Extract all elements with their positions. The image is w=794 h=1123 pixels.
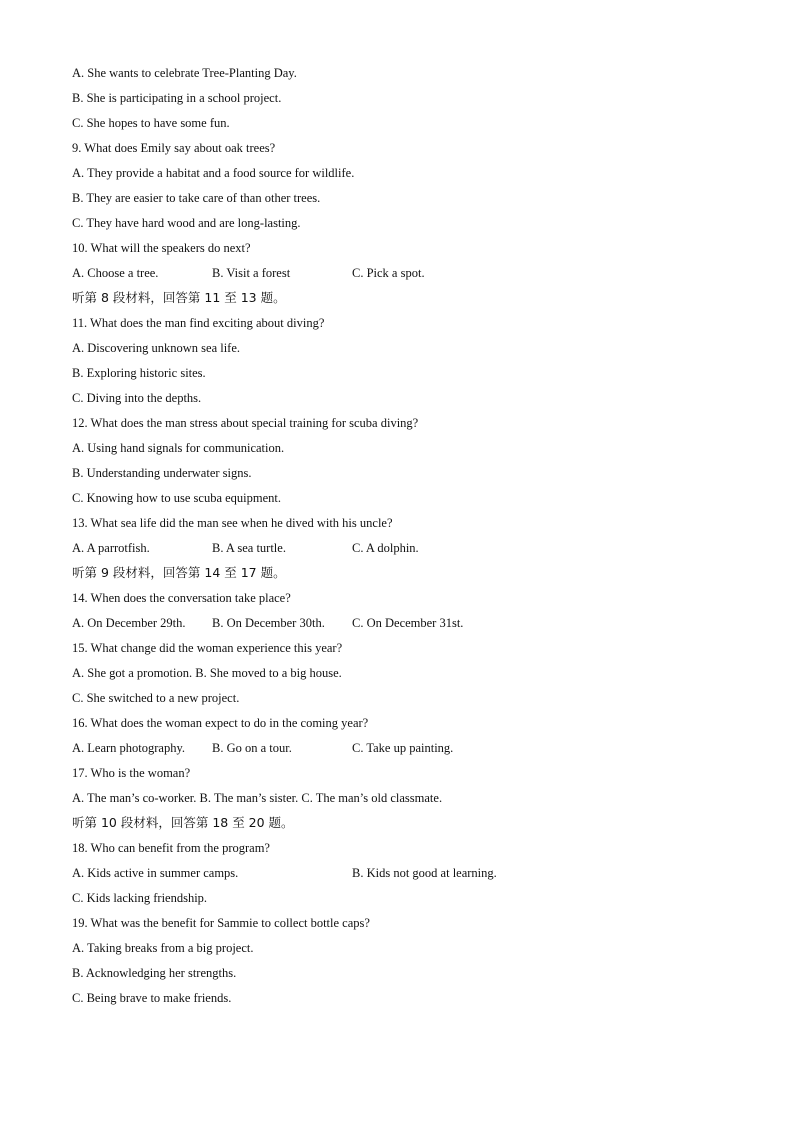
option-a: A. Kids active in summer camps.: [72, 866, 239, 880]
option-line: B. She is participating in a school project.: [72, 91, 282, 105]
question-line: 14. When does the conversation take place?: [72, 591, 291, 605]
option-line: A. Using hand signals for communication.: [72, 441, 285, 455]
option-line: B. Acknowledging her strengths.: [72, 966, 237, 980]
option-b: B. On December 30th.: [212, 616, 325, 630]
section-heading: 听第 10 段材料，回答第 18 至 20 题。: [72, 815, 294, 830]
question-line: 19. What was the benefit for Sammie to collect bottle caps?: [72, 916, 370, 930]
option-row: [72, 538, 732, 563]
option-row: [72, 738, 732, 763]
option-b: B. Visit a forest: [212, 266, 291, 280]
section-heading: 听第 8 段材料，回答第 11 至 13 题。: [72, 290, 286, 305]
option-row: [72, 263, 732, 288]
option-line: C. Diving into the depths.: [72, 391, 202, 405]
option-b: B. A sea turtle.: [212, 541, 286, 555]
option-line: C. They have hard wood and are long-lasting.: [72, 216, 301, 230]
question-line: 17. Who is the woman?: [72, 766, 191, 780]
option-c: C. On December 31st.: [352, 616, 464, 630]
option-b: B. Kids not good at learning.: [352, 866, 497, 880]
question-line: 13. What sea life did the man see when he dived with his uncle?: [72, 516, 393, 530]
option-c: C. Pick a spot.: [352, 266, 425, 280]
option-c: C. Take up painting.: [352, 741, 454, 755]
option-c: C. A dolphin.: [352, 541, 419, 555]
option-line: C. Knowing how to use scuba equipment.: [72, 491, 282, 505]
option-line: B. Exploring historic sites.: [72, 366, 206, 380]
option-line: A. She wants to celebrate Tree-Planting Day.: [72, 66, 297, 80]
question-line: 18. Who can benefit from the program?: [72, 841, 270, 855]
option-row: [72, 613, 732, 638]
option-b: B. Go on a tour.: [212, 741, 292, 755]
option-line: A. Discovering unknown sea life.: [72, 341, 241, 355]
document-page: [72, 63, 732, 1013]
option-row: [72, 863, 732, 888]
question-line: 11. What does the man find exciting about diving?: [72, 316, 325, 330]
option-line: A. Taking breaks from a big project.: [72, 941, 254, 955]
option-a: A. Learn photography.: [72, 741, 186, 755]
question-line: 16. What does the woman expect to do in the coming year?: [72, 716, 369, 730]
option-line: B. Understanding underwater signs.: [72, 466, 252, 480]
option-a: A. On December 29th.: [72, 616, 186, 630]
option-line: C. Being brave to make friends.: [72, 991, 232, 1005]
option-line: A. The man’s co-worker. B. The man’s sister. C. The man’s old classmate.: [72, 791, 443, 805]
section-heading: 听第 9 段材料，回答第 14 至 17 题。: [72, 565, 286, 580]
question-line: 10. What will the speakers do next?: [72, 241, 251, 255]
option-line: A. They provide a habitat and a food source for wildlife.: [72, 166, 355, 180]
option-line: C. Kids lacking friendship.: [72, 891, 208, 905]
option-line: B. They are easier to take care of than other trees.: [72, 191, 321, 205]
question-line: 9. What does Emily say about oak trees?: [72, 141, 276, 155]
question-line: 15. What change did the woman experience this year?: [72, 641, 343, 655]
option-line: C. She switched to a new project.: [72, 691, 240, 705]
option-a: A. A parrotfish.: [72, 541, 150, 555]
option-a: A. Choose a tree.: [72, 266, 159, 280]
option-line: C. She hopes to have some fun.: [72, 116, 230, 130]
question-line: 12. What does the man stress about special training for scuba diving?: [72, 416, 419, 430]
option-line: A. She got a promotion. B. She moved to a big house.: [72, 666, 342, 680]
